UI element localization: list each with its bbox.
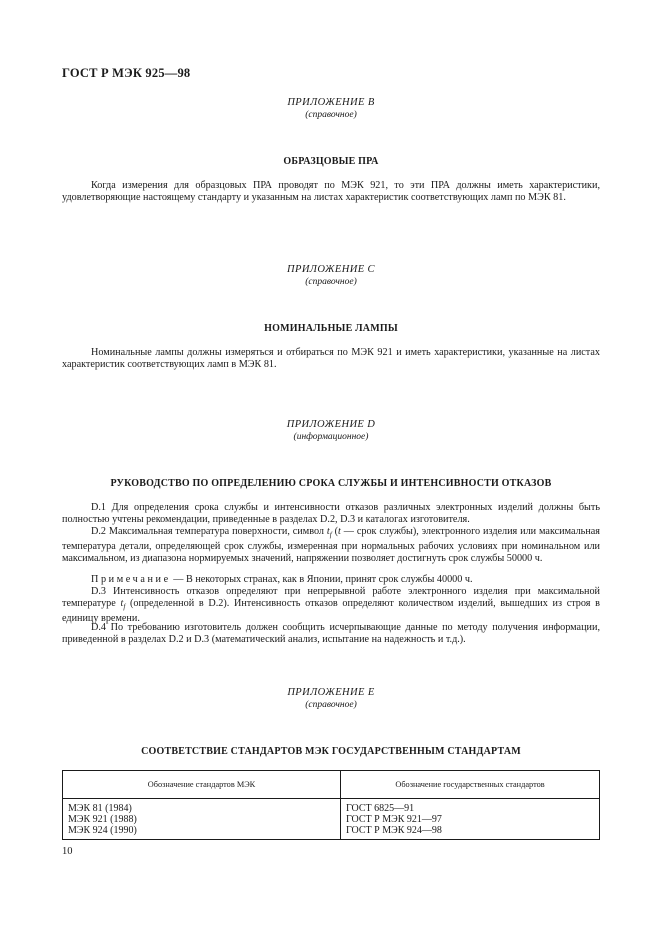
clause-d3: [62, 586, 600, 625]
note-text: — В некоторых странах, как в Японии, принят срок службы 40000 ч.: [170, 574, 473, 585]
symbol-subscript: f: [329, 531, 332, 540]
appendix-e-subtitle: (справочное): [305, 700, 357, 710]
page-number: 10: [62, 846, 73, 857]
appendix-c-subtitle: (справочное): [305, 277, 357, 287]
document-code: ГОСТ Р МЭК 925—98: [62, 66, 191, 80]
table-cell-gost: [341, 799, 600, 840]
symbol-t-3: t: [120, 598, 124, 609]
table-row: [63, 799, 600, 840]
table-cell-value: МЭК 81 (1984): [68, 803, 132, 814]
clause-d2: [62, 526, 600, 565]
table-cell-value: ГОСТ Р МЭК 924—98: [346, 825, 442, 836]
clause-d3-text-a: D.3 Интенсивность отказов определяют при непрерывной работе электронного изделия при максимальной температуре: [62, 586, 600, 609]
clause-d2-text-c: — срок службы), электронного изделия или максимальная температура детали, определяющей срок службы, измеренная при нормальных рабочих условиях при номинальном или максимальном, из диапазона нормируемых значений, напряжении позволяет достигнуть срок службы 50000 ч.: [62, 526, 600, 565]
appendix-c-heading: НОМИНАЛЬНЫЕ ЛАМПЫ: [264, 323, 398, 334]
appendix-d-title: ПРИЛОЖЕНИЕ D: [286, 419, 376, 430]
symbol-t-2: t: [338, 526, 341, 537]
appendix-b-subtitle: (справочное): [305, 110, 357, 120]
note: [62, 574, 600, 586]
symbol-t: t: [326, 526, 330, 537]
appendix-e-heading: СООТВЕТСТВИЕ СТАНДАРТОВ МЭК ГОСУДАРСТВЕННЫМ СТАНДАРТАМ: [141, 746, 521, 757]
table-header-gost: Обозначение государственных стандартов: [341, 771, 600, 799]
clause-d2-text-a: D.2 Максимальная температура поверхности, символ: [91, 526, 327, 537]
appendix-b-paragraph: Когда измерения для образцовых ПРА проводят по МЭК 921, то эти ПРА должны иметь характеристики, удовлетворяющие настоящему стандарту и указанным на листах характеристик соответствующих ламп по МЭК 81.: [62, 180, 600, 203]
symbol-subscript-2: f: [123, 603, 126, 612]
clause-d2-text-b: (: [331, 526, 338, 537]
table-cell-value: ГОСТ Р МЭК 921—97: [346, 814, 442, 825]
table-header-row: [63, 771, 600, 799]
table-cell-iec: [63, 799, 341, 840]
appendix-d-subtitle: (информационное): [293, 432, 369, 442]
table-cell-value: МЭК 921 (1988): [68, 814, 137, 825]
appendix-b-heading: ОБРАЗЦОВЫЕ ПРА: [283, 156, 379, 167]
appendix-d-heading: РУКОВОДСТВО ПО ОПРЕДЕЛЕНИЮ СРОКА СЛУЖБЫ И ИНТЕНСИВНОСТИ ОТКАЗОВ: [110, 478, 552, 489]
appendix-b-title: ПРИЛОЖЕНИЕ В: [287, 97, 375, 108]
clause-d4: D.4 По требованию изготовитель должен сообщить исчерпывающие данные по методу получения информации, приведенной в разделах D.2 и D.3 (математический анализ, испытание на надежность и т.д.).: [62, 622, 600, 645]
table-header-iec: Обозначение стандартов МЭК: [63, 771, 341, 799]
note-lead: Примечание: [91, 574, 171, 585]
appendix-e-title: ПРИЛОЖЕНИЕ Е: [287, 687, 375, 698]
appendix-c-title: ПРИЛОЖЕНИЕ С: [287, 264, 375, 275]
table-cell-value: ГОСТ 6825—91: [346, 803, 415, 814]
appendix-c-paragraph: Номинальные лампы должны измеряться и отбираться по МЭК 921 и иметь характеристики, указанные на листах характеристик соответствующих ламп в МЭК 81.: [62, 347, 600, 370]
clause-d3-text-b: (определенной в D.2). Интенсивность отказов определяют количеством изделий, вышедших из строя в единицу времени.: [62, 598, 600, 625]
clause-d1: D.1 Для определения срока службы и интенсивности отказов различных электронных изделий должны быть полностью учтены рекомендации, приведенные в разделах D.2, D.3 и каталогах изготовителя.: [62, 502, 600, 525]
standards-table: [62, 770, 600, 840]
table-cell-value: МЭК 924 (1990): [68, 825, 137, 836]
